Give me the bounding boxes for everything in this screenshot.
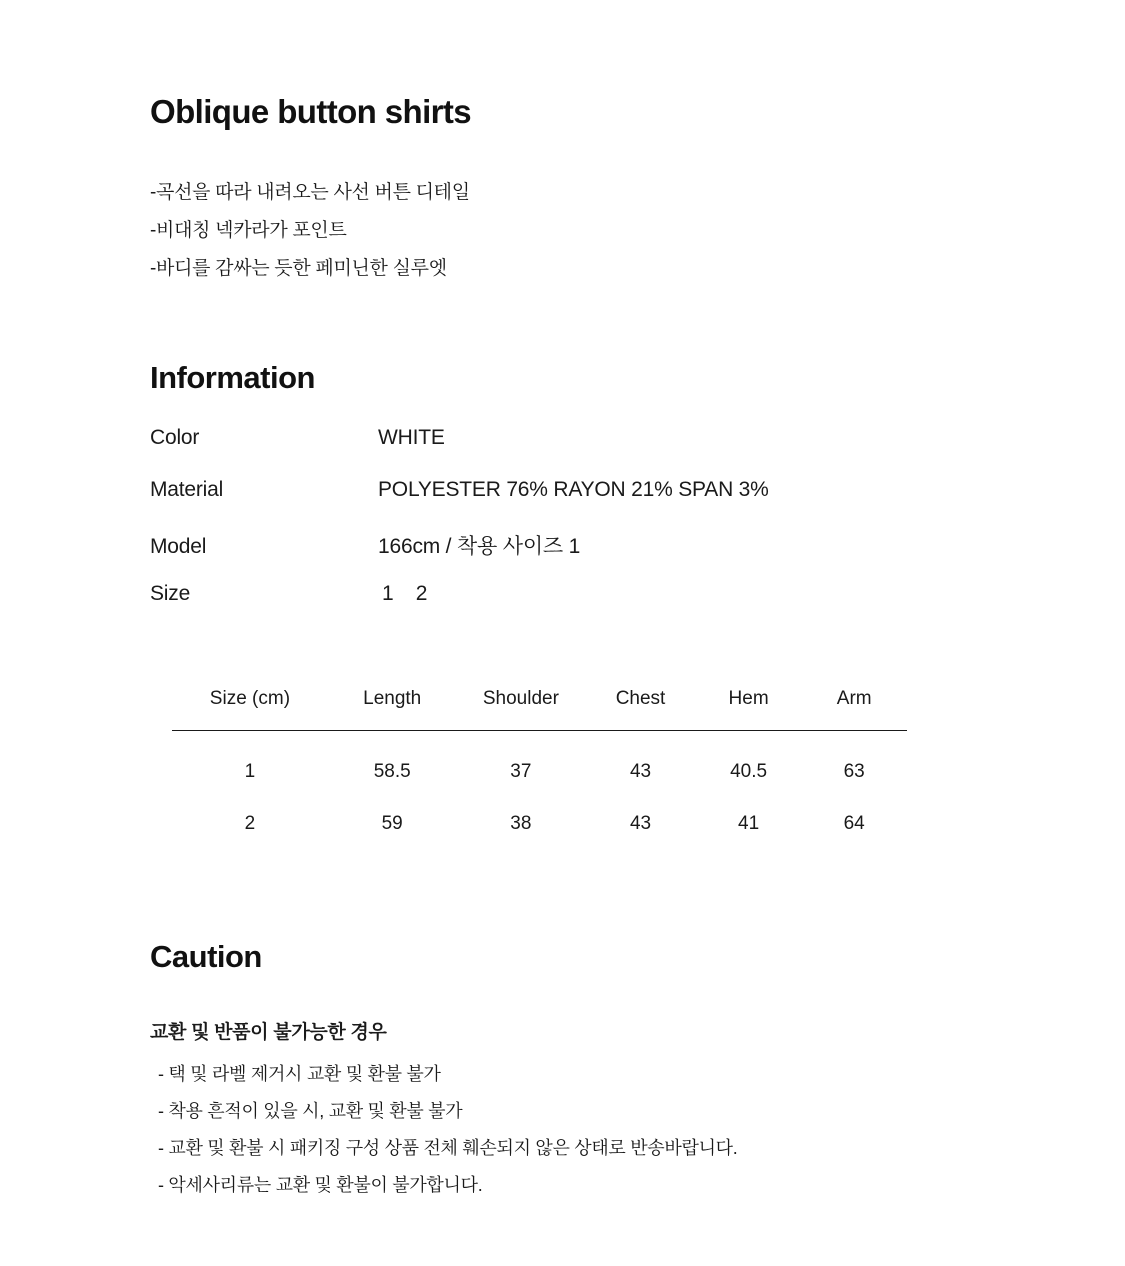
caution-item: - 악세사리류는 교환 및 환불이 불가합니다. (158, 1174, 483, 1195)
cell-arm: 63 (843, 760, 865, 782)
size-option-1[interactable]: 1 (382, 581, 394, 605)
feature-item: -곡선을 따라 내려오는 사선 버튼 디테일 (150, 181, 470, 203)
info-value: POLYESTER 76% RAYON 21% SPAN 3% (378, 477, 769, 501)
info-label: Material (150, 477, 224, 501)
caution-heading: Caution (150, 938, 262, 974)
info-row-material (150, 478, 975, 530)
caution-item: - 교환 및 환불 시 패키징 구성 상품 전체 훼손되지 않은 상태로 반송바랍니다. (158, 1137, 738, 1158)
column-header-chest: Chest (615, 687, 666, 709)
info-label: Size (150, 581, 191, 605)
measurement-table-body (172, 730, 907, 843)
page-title: Oblique button shirts (150, 93, 472, 130)
cell-hem: 40.5 (730, 760, 768, 782)
cell-chest: 43 (629, 812, 652, 834)
info-value: WHITE (378, 425, 445, 449)
feature-list (150, 174, 975, 288)
size-option-2[interactable]: 2 (415, 581, 428, 605)
column-header-arm: Arm (836, 687, 872, 709)
caution-list (150, 1056, 975, 1204)
measurement-table-wrap (150, 680, 975, 843)
column-header-size: Size (cm) (209, 687, 291, 709)
cell-length: 58.5 (373, 760, 411, 782)
feature-item: -바디를 감싸는 듯한 페미닌한 실루엣 (150, 257, 447, 279)
column-header-length: Length (363, 687, 422, 709)
cell-hem: 41 (738, 812, 760, 834)
cell-chest: 43 (629, 760, 652, 782)
cell-length: 59 (381, 812, 403, 834)
information-heading: Information (150, 359, 315, 395)
caution-subtitle: 교환 및 반품이 불가능한 경우 (150, 1021, 387, 1043)
caution-item: - 택 및 라벨 제거시 교환 및 환불 불가 (158, 1063, 441, 1084)
cell-arm: 64 (843, 812, 865, 834)
feature-item: -비대칭 넥카라가 포인트 (150, 219, 347, 241)
info-row-size (150, 582, 975, 634)
info-row-color (150, 426, 975, 478)
info-label: Color (150, 425, 200, 449)
table-row (172, 730, 907, 791)
info-label: Model (150, 534, 207, 558)
cell-size: 2 (244, 812, 256, 834)
caution-item: - 착용 흔적이 있을 시, 교환 및 환불 불가 (158, 1100, 463, 1121)
cell-size: 1 (244, 760, 256, 782)
measurement-table (172, 680, 907, 843)
size-option-list (378, 582, 427, 606)
measurement-table-head (172, 680, 907, 731)
table-header-row (172, 680, 907, 731)
column-header-shoulder: Shoulder (482, 687, 559, 709)
information-table (150, 426, 975, 634)
info-row-model (150, 530, 975, 582)
info-value: 166cm / 착용 사이즈 1 (378, 534, 581, 558)
cell-shoulder: 37 (510, 760, 532, 782)
cell-shoulder: 38 (510, 812, 532, 834)
column-header-hem: Hem (728, 687, 769, 709)
table-row (172, 791, 907, 843)
